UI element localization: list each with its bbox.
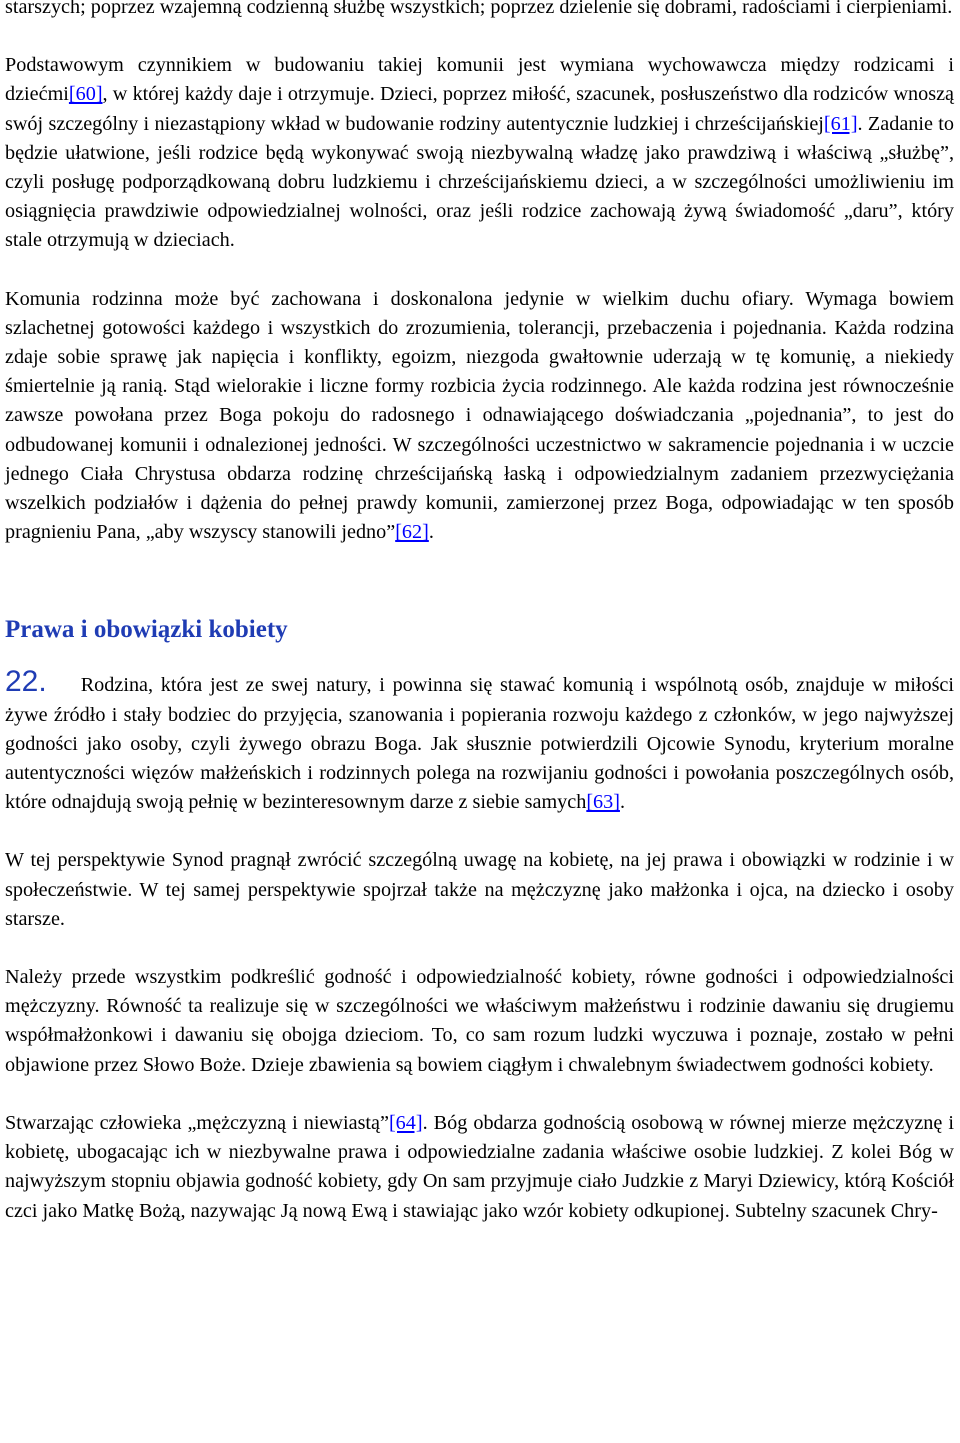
paragraph-synod-perspective xyxy=(5,846,954,934)
paragraph-creation xyxy=(5,1109,954,1226)
footnote-link-64[interactable]: [64] xyxy=(388,1111,423,1134)
footnote-link-62[interactable]: [62] xyxy=(395,521,429,544)
paragraph-woman-dignity xyxy=(5,963,954,1080)
paragraph-text: W tej perspektywie Synod pragnął zwrócić szczególną uwagę na kobietę, na jej prawa i obowiązki w rodzinie i w społeczeństwie. W tej samej perspektywie spojrzał także na mężczyznę jako małżonka i ojca, na dziecko i osoby starsze. xyxy=(5,849,954,930)
paragraph-text: . xyxy=(619,791,625,814)
paragraph-text: Rodzina, która jest ze swej natury, i powinna się stawać komunią i wspólnotą osób, znajduje w miłości żywe źródło i stały bodziec do przyjęcia, szanowania i popierania rozwoju każdego z członków, w jego najwyższej godności jako osoby, czyli żywego obrazu Boga. Jak słusznie potwierdzili Ojcowie Synodu, kryterium moralne autentyczności więzów małżeńskich i rodzinnych polega na rozwijaniu godności i powołania poszczególnych osób, które odnajdują swoją pełnię w bezinteresownym darze z siebie samych xyxy=(5,674,954,814)
footnote-link-63[interactable]: [63] xyxy=(586,791,620,814)
paragraph-text: Komunia rodzinna może być zachowana i doskonalona jedynie w wielkim duchu ofiary. Wymaga bowiem szlachetnej gotowości każdego i wszystkich do zrozumienia, tolerancji, przebaczenia i pojednania. Każda rodzina zdaje sobie sprawę jak napięcia i konflikty, egoizm, niezgoda gwałtownie uderzają w tę komunię, a niekiedy śmiertelnie ją ranią. Stąd wielorakie i liczne formy rozbicia życia rodzinnego. Ale każda rodzina jest równocześnie zawsze powołana przez Boga pokoju do radosnego i odnawiającego doświadczania „pojednania”, to jest do odbudowanej komunii i odnalezionej jedności. W szczególności uczestnictwo w sakramencie pojednania i w uczcie jednego Ciała Chrystusa obdarza rodzinę chrześcijańską łaską i odpowiedzialnym zadaniem przezwyciężania wszelkich podziałów i dążenia do pełnej prawdy komunii, zamierzonej przez Boga, odpowiadając w ten sposób pragnieniu Pana, „aby wszyscy stanowili jedno” xyxy=(5,287,954,544)
paragraph-text: . Bóg obdarza godnością osobową w równej mierze mężczyznę i kobietę, ubogacając ich w niezbywalne prawa i odpowiedzialne zadania właściwe osobie ludzkiej. Z kolei Bóg w najwyższym stopniu objawia godność kobiety, gdy On sam przyjmuje ciało Judzkie z Maryi Dziewicy, którą Kościół czci jako Matkę Bożą, nazywając Ją nową Ewą i stawiając jako wzór kobiety odkupionej. Subtelny szacunek Chry- xyxy=(5,1111,954,1222)
paragraph-number: 22. xyxy=(5,665,47,699)
paragraph-text: . Zadanie to będzie ułatwione, jeśli rodzice będą wykonywać swoją niezbywalną władzę jako prawdziwą i właściwą „służbę”, czyli posługę podporządkowaną dobru ludzkiemu i chrześcijańskiemu dzieci, a w szczególności umożliwieniu im osiągnięcia prawdziwie odpowiedzialnej wolności, oraz jeśli rodzice zachowają żywą świadomość „daru”, który stale otrzymują w dzieciach. xyxy=(5,112,954,252)
paragraph-communion-exchange xyxy=(5,51,954,255)
section-heading: Prawa i obowiązki kobiety xyxy=(5,616,288,644)
footnote-link-60[interactable]: [60] xyxy=(68,83,103,106)
paragraph-family-communion xyxy=(5,285,954,548)
footnote-link-61[interactable]: [61] xyxy=(823,112,858,135)
paragraph-text: Należy przede wszystkim podkreślić godność i odpowiedzialność kobiety, równe godności i odpowiedzialności mężczyzny. Równość ta realizuje się w szczególności we właściwym małżeństwu i rodzinie dawaniu się drugiemu współmałżonkowi i dawaniu się obojga dzieciom. To, co sam rozum ludzki wyczuwa i poznaje, zostało w pełni objawione przez Słowo Boże. Dzieje zbawienia są bowiem ciągłym i chwalebnym świadectwem godności kobiety. xyxy=(5,966,954,1076)
paragraph-text: . xyxy=(428,521,434,544)
paragraph-text: Podstawowym czynnikiem w budowaniu takiej komunii jest wymiana wychowawcza między rodzicami i dziećmi xyxy=(5,54,954,106)
paragraph-text: , w której każdy daje i otrzymuje. Dzieci, poprzez miłość, szacunek, posłuszeństwo dla rodziców wnoszą swój szczególny i niezastąpiony wkład w budowanie rodziny autentycznie ludzkiej i chrześcijańskiej xyxy=(5,83,954,135)
paragraph-continuation xyxy=(5,0,954,22)
paragraph-text: starszych; poprzez wzajemną codzienną służbę wszystkich; poprzez dzielenie się dobrami, radościami i cierpieniami. xyxy=(5,0,953,18)
paragraph-22 xyxy=(5,665,954,817)
paragraph-text: Stwarzając człowieka „mężczyzną i niewiastą” xyxy=(5,1111,389,1134)
